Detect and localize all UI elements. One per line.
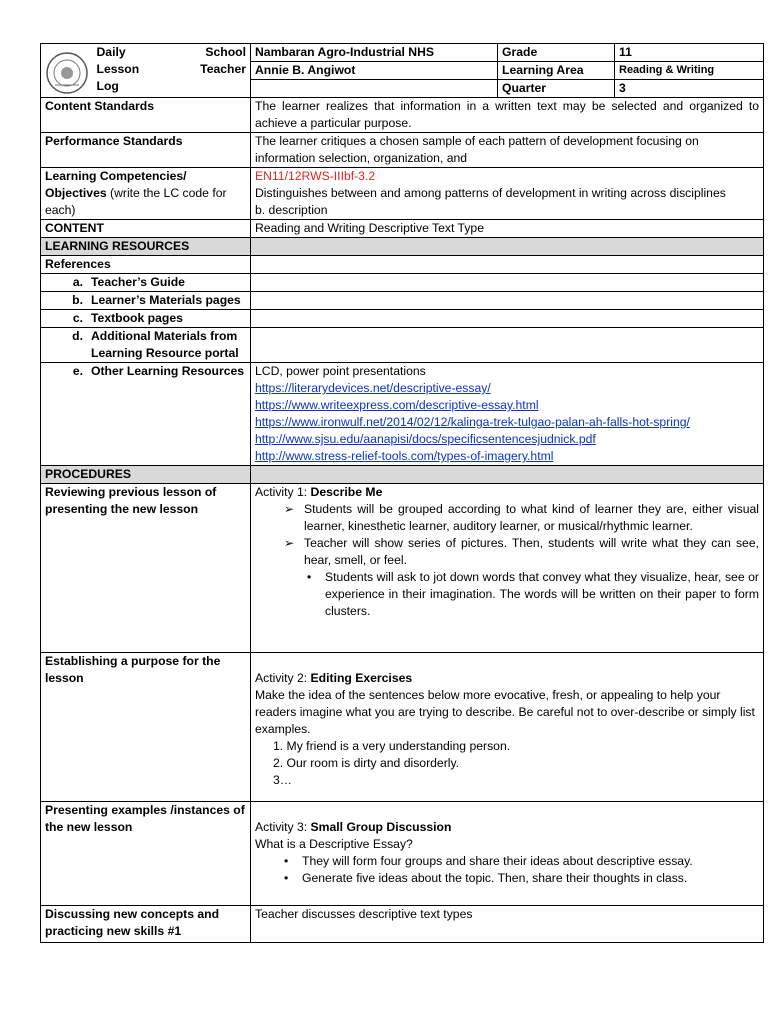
grade-label: Grade — [498, 44, 615, 62]
grade-value: 11 — [615, 44, 764, 62]
quarter-value: 3 — [615, 80, 764, 98]
school-label: School — [205, 45, 246, 59]
learning-resources-label: LEARNING RESOURCES — [41, 238, 251, 256]
activity-2-prefix: Activity 2: — [255, 671, 311, 685]
activity-2-item-1: 1. My friend is a very understanding person. — [273, 739, 511, 753]
blank-cell — [251, 80, 498, 98]
content-standards-text: The learner realizes that information in a written text may be selected and organized to achieve a particular purpose. — [251, 98, 764, 133]
quarter-label: Quarter — [498, 80, 615, 98]
competencies-text — [251, 168, 764, 220]
ref-e-letter: e. — [72, 364, 83, 378]
competencies-label-3: (write the LC code for each) — [45, 186, 227, 217]
activity-2-text: Make the idea of the sentences below more evocative, fresh, or appealing to help your readers imagine what you are trying to describe. Be careful not to over-describe or simply list examples. — [255, 688, 755, 736]
activity-3-bullet-2: • Generate five ideas about the topic. Then, share their thoughts in class. — [284, 870, 759, 887]
reviewing-label: Reviewing previous lesson of presenting the new lesson — [41, 484, 251, 653]
activity-1-prefix: Activity 1: — [255, 485, 311, 499]
content-standards-label: Content Standards — [41, 98, 251, 133]
activity-3-question: What is a Descriptive Essay? — [255, 837, 413, 851]
ref-c-letter: c. — [72, 311, 83, 325]
activity-2 — [251, 653, 764, 802]
performance-standards-label: Performance Standards — [41, 133, 251, 168]
activity-3 — [251, 802, 764, 906]
competencies-label-1: Learning Competencies/ — [45, 169, 187, 183]
competencies-label-2: Objectives — [45, 186, 107, 200]
references-blank — [251, 256, 764, 274]
establishing-label: Establishing a purpose for the lesson — [41, 653, 251, 802]
activity-1-sub-bullet: • Students will ask to jot down words that convey what they visualize, hear, see or experience in their imagination. The words will be written on their paper to form clusters. — [307, 569, 759, 620]
learning-area-value: Reading & Writing — [615, 62, 764, 80]
activity-3-prefix: Activity 3: — [255, 820, 311, 834]
learning-resources-blank — [251, 238, 764, 256]
ref-a-text: Teacher’s Guide — [91, 275, 185, 289]
activity-1 — [251, 484, 764, 653]
ref-c-blank — [251, 310, 764, 328]
teacher-value: Annie B. Angiwot — [251, 62, 498, 80]
activity-3-title: Small Group Discussion — [310, 820, 452, 834]
ref-c-text: Textbook pages — [91, 311, 183, 325]
ref-b-blank — [251, 292, 764, 310]
resource-link-2[interactable]: https://www.writeexpress.com/descriptive-essay.html — [255, 398, 539, 412]
ref-a — [41, 274, 251, 292]
deped-seal-icon — [45, 51, 89, 95]
ref-a-letter: a. — [72, 275, 83, 289]
procedures-blank — [251, 466, 764, 484]
other-resources-text: LCD, power point presentations — [255, 364, 426, 378]
activity-1-bullet-2: ➢ Teacher will show series of pictures. Then, students will write what they can see, hear, smell, or feel. — [284, 535, 759, 569]
ref-d — [41, 328, 251, 363]
activity-1-bullet-1: ➢ Students will be grouped according to what kind of learner they are, either visual learner, kinesthetic learner, auditory learner, or musical/rhythmic learner. — [284, 501, 759, 535]
lesson-log-table — [40, 43, 764, 943]
resource-link-3[interactable]: https://www.ironwulf.net/2014/02/12/kalinga-trek-tulgao-palan-ah-falls-hot-spring/ — [255, 415, 690, 429]
performance-standards-text: The learner critiques a chosen sample of each pattern of development focusing on information selection, organization, and — [251, 133, 764, 168]
title-line-2: Lesson — [96, 62, 140, 76]
resource-link-4[interactable]: http://www.sjsu.edu/aanapisi/docs/specificsentencesjudnick.pdf — [255, 432, 596, 446]
ref-b-letter: b. — [72, 293, 83, 307]
discussing-text: Teacher discusses descriptive text types — [251, 906, 764, 943]
lc-text: Distinguishes between and among patterns of development in writing across disciplines — [255, 186, 726, 200]
competencies-label — [41, 168, 251, 220]
ref-e — [41, 363, 251, 466]
ref-d-blank — [251, 328, 764, 363]
deped-seal-cell — [41, 44, 93, 98]
lesson-log-page — [40, 43, 763, 943]
other-resources — [251, 363, 764, 466]
teacher-label: Teacher — [200, 62, 246, 76]
title-line-1: Daily — [96, 45, 126, 59]
lc-code: EN11/12RWS-IIIbf-3.2 — [255, 169, 376, 183]
activity-2-title: Editing Exercises — [310, 671, 413, 685]
resource-link-5[interactable]: http://www.stress-relief-tools.com/types-of-imagery.html — [255, 449, 554, 463]
activity-3-bullet-1: • They will form four groups and share their ideas about descriptive essay. — [284, 853, 759, 870]
references-label: References — [41, 256, 251, 274]
activity-2-item-2: 2. Our room is dirty and disorderly. — [273, 756, 460, 770]
activity-2-item-3: 3… — [273, 773, 292, 787]
presenting-label: Presenting examples /instances of the new lesson — [41, 802, 251, 906]
discussing-label: Discussing new concepts and practicing new skills #1 — [41, 906, 251, 943]
ref-d-letter: d. — [72, 329, 83, 343]
activity-1-title: Describe Me — [310, 485, 383, 499]
ref-c — [41, 310, 251, 328]
ref-e-text: Other Learning Resources — [91, 364, 245, 378]
ref-b-text: Learner’s Materials pages — [91, 293, 241, 307]
ref-a-blank — [251, 274, 764, 292]
lc-sub: b. description — [255, 203, 328, 217]
procedures-label: PROCEDURES — [41, 466, 251, 484]
ref-d-text: Additional Materials from Learning Resource portal — [91, 329, 239, 360]
title-line-3: Log — [96, 79, 119, 93]
content-text: Reading and Writing Descriptive Text Type — [251, 220, 764, 238]
title-cell — [93, 44, 251, 98]
resource-link-1[interactable]: https://literarydevices.net/descriptive-essay/ — [255, 381, 491, 395]
school-value: Nambaran Agro-Industrial NHS — [251, 44, 498, 62]
ref-b — [41, 292, 251, 310]
learning-area-label: Learning Area — [498, 62, 615, 80]
content-label: CONTENT — [41, 220, 251, 238]
